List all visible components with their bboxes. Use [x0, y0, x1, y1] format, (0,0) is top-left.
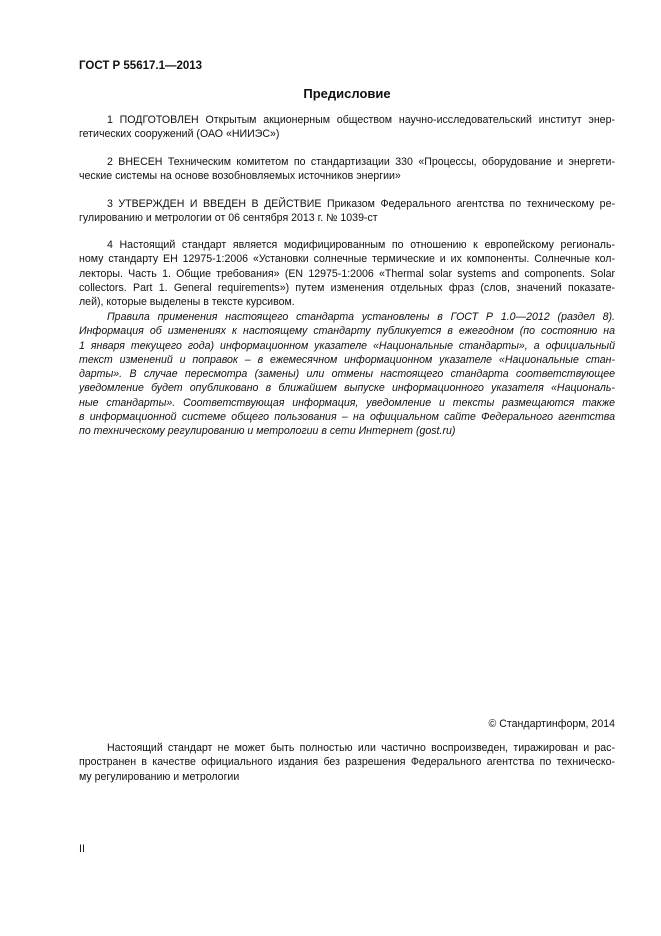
paragraph-line: по техническому регулированию и метрологии в сети Интернет (gost.ru) — [79, 425, 456, 438]
paragraph-line: гетических сооружений (ОАО «НИИЭС») — [79, 128, 280, 141]
paragraph-line: 3 УТВЕРЖДЕН И ВВЕДЕН В ДЕЙСТВИЕ Приказом Федерального агентства по техническому ре- — [107, 198, 615, 210]
paragraph-line: пространен в качестве официального издания без разрешения Федерального агентства по техническо- — [79, 756, 615, 769]
reproduction-notice — [79, 741, 615, 784]
paragraph-line: гулированию и метрологии от 06 сентября 2013 г. № 1039-ст — [79, 212, 378, 225]
paragraph-line: ному стандарту ЕН 12975-1:2006 «Установки солнечные термические и их компоненты. Солнечные кол- — [79, 253, 615, 266]
paragraph-line: Настоящий стандарт не может быть полностью или частично воспроизведен, тиражирован и рас- — [107, 742, 615, 754]
paragraph-line: му регулированию и метрологии — [79, 770, 240, 783]
paragraph-line: текст изменений и поправок – в ежемесячном информационном указателе «Национальные стан- — [79, 353, 615, 366]
paragraph-line: 4 Настоящий стандарт является модифицированным по отношению к европейскому региональ- — [107, 239, 615, 251]
section-heading: Предисловие — [303, 86, 391, 101]
foreword-item-3 — [79, 197, 615, 226]
foreword-item-1 — [79, 113, 615, 142]
paragraph-line: ческие системы на основе возобновляемых источников энергии» — [79, 170, 401, 183]
paragraph-line: лекторы. Часть 1. Общие требования» (EN 12975-1:2006 «Thermal solar systems and components. Solar — [79, 267, 615, 280]
document-code: ГОСТ Р 55617.1—2013 — [79, 60, 203, 72]
application-rules-paragraph — [79, 310, 615, 439]
paragraph-line: Информация об изменениях к настоящему стандарту публикуется в ежегодном (по состоянию на — [79, 325, 615, 338]
foreword-item-4 — [79, 238, 615, 309]
paragraph-line: collectors. Part 1. General requirements») путем изменения отдельных фраз (слов, значений показате- — [79, 281, 615, 294]
paragraph-line: дарты». В случае пересмотра (замены) или отмены настоящего стандарта соответствующее — [79, 368, 615, 381]
paragraph-line: ные стандарты». Соответствующая информация, уведомление и тексты размещаются также — [79, 396, 615, 409]
copyright-notice: © Стандартинформ, 2014 — [488, 718, 615, 730]
paragraph-line: 1 января текущего года) информационном указателе «Национальные стандарты», а официальный — [79, 339, 615, 352]
page-number: II — [79, 843, 85, 855]
paragraph-line: 2 ВНЕСЕН Техническим комитетом по стандартизации 330 «Процессы, оборудование и энергети- — [107, 156, 615, 168]
paragraph-line: уведомление будет опубликовано в ближайшем выпуске информационного указателя «Националь- — [79, 382, 615, 395]
foreword-item-2 — [79, 155, 615, 184]
paragraph-line: в информационной системе общего пользования – на официальном сайте Федерального агентства — [79, 411, 615, 424]
paragraph-line: 1 ПОДГОТОВЛЕН Открытым акционерным обществом научно-исследовательский институт энер- — [107, 114, 615, 126]
paragraph-line: Правила применения настоящего стандарта установлены в ГОСТ Р 1.0—2012 (раздел 8). — [107, 311, 615, 323]
paragraph-line: лей), которые выделены в тексте курсивом. — [79, 296, 295, 309]
